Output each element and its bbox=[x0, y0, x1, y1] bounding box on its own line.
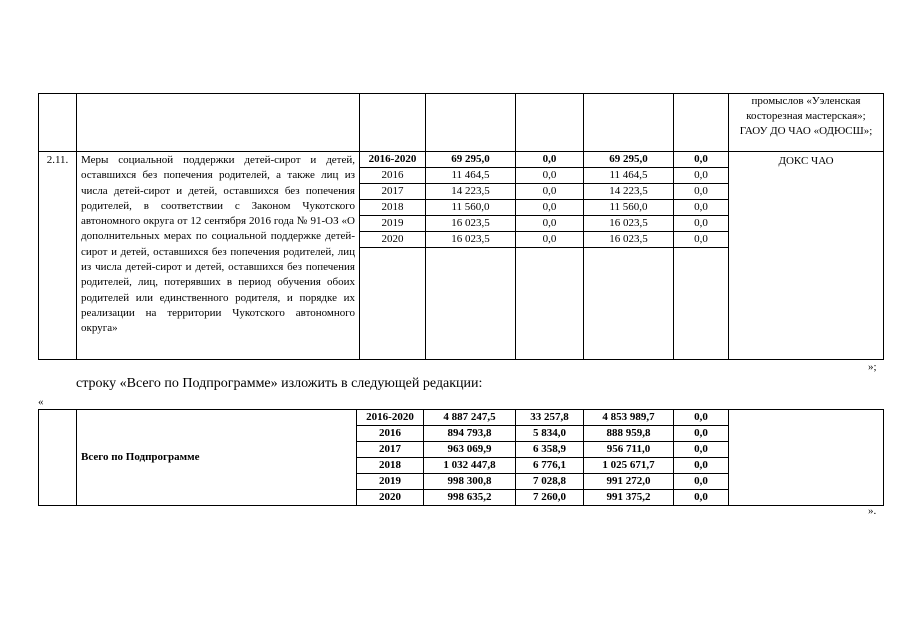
cell-empty bbox=[426, 94, 516, 152]
local-cell: 0,0 bbox=[674, 200, 728, 216]
regional-cell: 16 023,5 bbox=[584, 232, 673, 248]
year-cell: 2020 bbox=[360, 232, 425, 248]
responsible-previous: промыслов «Уэленская косторезная мастерская»; ГАОУ ДО ЧАО «ОДЮСШ»; bbox=[729, 94, 884, 152]
regional-cell: 4 853 989,7 bbox=[584, 410, 673, 426]
year-cell: 2018 bbox=[357, 458, 423, 474]
regional-cell: 69 295,0 bbox=[584, 152, 673, 168]
local-cell: 0,0 bbox=[674, 426, 728, 442]
regional-cell: 14 223,5 bbox=[584, 184, 673, 200]
table-row-previous bbox=[39, 94, 884, 152]
regional-cell: 888 959,8 bbox=[584, 426, 673, 442]
instruction-text: строку «Всего по Подпрограмме» изложить в следующей редакции: bbox=[76, 376, 483, 391]
local-cell: 0,0 bbox=[674, 152, 728, 168]
regional-column bbox=[584, 152, 674, 360]
year-cell: 2017 bbox=[360, 184, 425, 200]
regional-cell: 991 272,0 bbox=[584, 474, 673, 490]
cell-empty bbox=[39, 410, 77, 506]
cell-empty bbox=[729, 410, 884, 506]
local-cell: 0,0 bbox=[674, 458, 728, 474]
years-column bbox=[360, 152, 426, 360]
total-cell: 11 560,0 bbox=[426, 200, 515, 216]
cell-empty bbox=[584, 94, 674, 152]
table-row-total bbox=[39, 410, 884, 506]
local-column bbox=[674, 152, 729, 360]
federal-column bbox=[516, 410, 584, 506]
federal-cell: 0,0 bbox=[516, 216, 583, 232]
opening-quote: « bbox=[38, 396, 44, 408]
federal-cell: 0,0 bbox=[516, 184, 583, 200]
regional-column bbox=[584, 410, 674, 506]
total-cell: 998 300,8 bbox=[424, 474, 515, 490]
local-column bbox=[674, 410, 729, 506]
regional-cell: 956 711,0 bbox=[584, 442, 673, 458]
total-cell: 998 635,2 bbox=[447, 491, 492, 503]
federal-cell: 0,0 bbox=[516, 152, 583, 168]
federal-cell: 6 776,1 bbox=[516, 458, 583, 474]
total-label: Всего по Подпрограмме bbox=[77, 410, 357, 506]
cell-empty bbox=[516, 94, 584, 152]
responsible-cell: ДОКС ЧАО bbox=[729, 152, 884, 360]
program-table-total bbox=[38, 409, 884, 506]
total-cell: 16 023,5 bbox=[426, 216, 515, 232]
federal-column bbox=[516, 152, 584, 360]
total-cell: 16 023,5 bbox=[426, 232, 515, 248]
local-cell: 0,0 bbox=[674, 216, 728, 232]
year-cell: 2016-2020 bbox=[357, 410, 423, 426]
total-cell: 4 887 247,5 bbox=[424, 410, 515, 426]
local-cell: 0,0 bbox=[674, 232, 728, 248]
year-cell: 2019 bbox=[357, 474, 423, 490]
years-column bbox=[357, 410, 424, 506]
federal-cell: 0,0 bbox=[516, 200, 583, 216]
end-quote: ». bbox=[868, 505, 877, 517]
total-column bbox=[426, 152, 516, 360]
regional-cell: 11 464,5 bbox=[584, 168, 673, 184]
cell-empty bbox=[77, 94, 360, 152]
year-cell: 2018 bbox=[360, 200, 425, 216]
total-cell: 69 295,0 bbox=[426, 152, 515, 168]
year-cell: 2019 bbox=[360, 216, 425, 232]
federal-cell: 0,0 bbox=[516, 168, 583, 184]
measure-description: Меры социальной поддержки детей-сирот и детей, оставшихся без попечения родителей, а также лиц из числа детей-сирот и детей, оставшихся без попечения родителей, в соответствии с Законом Чукотского автономного округа от 12 сентября 2016 года № 91-ОЗ «О дополнительных мерах по социальной поддержке детей-сирот и детей, оставшихся без попечения родителей, лиц из числа детей-сирот и детей, оставшихся без попечения родителей, лиц, потерявших в период обучения обоих родителей или единственного родителя, и порядке их реализации на территории Чукотского автономного округа» bbox=[77, 152, 360, 360]
federal-cell: 7 028,8 bbox=[516, 474, 583, 490]
cell-empty bbox=[360, 94, 426, 152]
local-cell: 0,0 bbox=[674, 474, 728, 490]
local-cell: 0,0 bbox=[694, 491, 708, 503]
cell-empty bbox=[39, 94, 77, 152]
federal-cell: 7 260,0 bbox=[533, 491, 566, 503]
year-cell: 2020 bbox=[379, 491, 401, 503]
federal-cell: 6 358,9 bbox=[516, 442, 583, 458]
total-cell: 1 032 447,8 bbox=[424, 458, 515, 474]
federal-cell: 0,0 bbox=[516, 232, 583, 248]
row-number: 2.11. bbox=[39, 152, 77, 360]
year-cell: 2016 bbox=[360, 168, 425, 184]
cell-empty bbox=[674, 94, 729, 152]
federal-cell: 5 834,0 bbox=[516, 426, 583, 442]
total-cell: 14 223,5 bbox=[426, 184, 515, 200]
local-cell: 0,0 bbox=[674, 184, 728, 200]
regional-cell: 1 025 671,7 bbox=[584, 458, 673, 474]
year-cell: 2016 bbox=[357, 426, 423, 442]
total-cell: 963 069,9 bbox=[424, 442, 515, 458]
total-column bbox=[424, 410, 516, 506]
local-cell: 0,0 bbox=[674, 410, 728, 426]
total-cell: 894 793,8 bbox=[424, 426, 515, 442]
regional-cell: 991 375,2 bbox=[606, 491, 651, 503]
program-table-top bbox=[38, 93, 884, 360]
closing-quote-top: »; bbox=[868, 361, 877, 373]
year-cell: 2016-2020 bbox=[360, 152, 425, 168]
local-cell: 0,0 bbox=[674, 442, 728, 458]
total-cell: 11 464,5 bbox=[426, 168, 515, 184]
year-cell: 2017 bbox=[357, 442, 423, 458]
regional-cell: 11 560,0 bbox=[584, 200, 673, 216]
regional-cell: 16 023,5 bbox=[584, 216, 673, 232]
federal-cell: 33 257,8 bbox=[516, 410, 583, 426]
local-cell: 0,0 bbox=[674, 168, 728, 184]
table-row bbox=[39, 152, 884, 360]
